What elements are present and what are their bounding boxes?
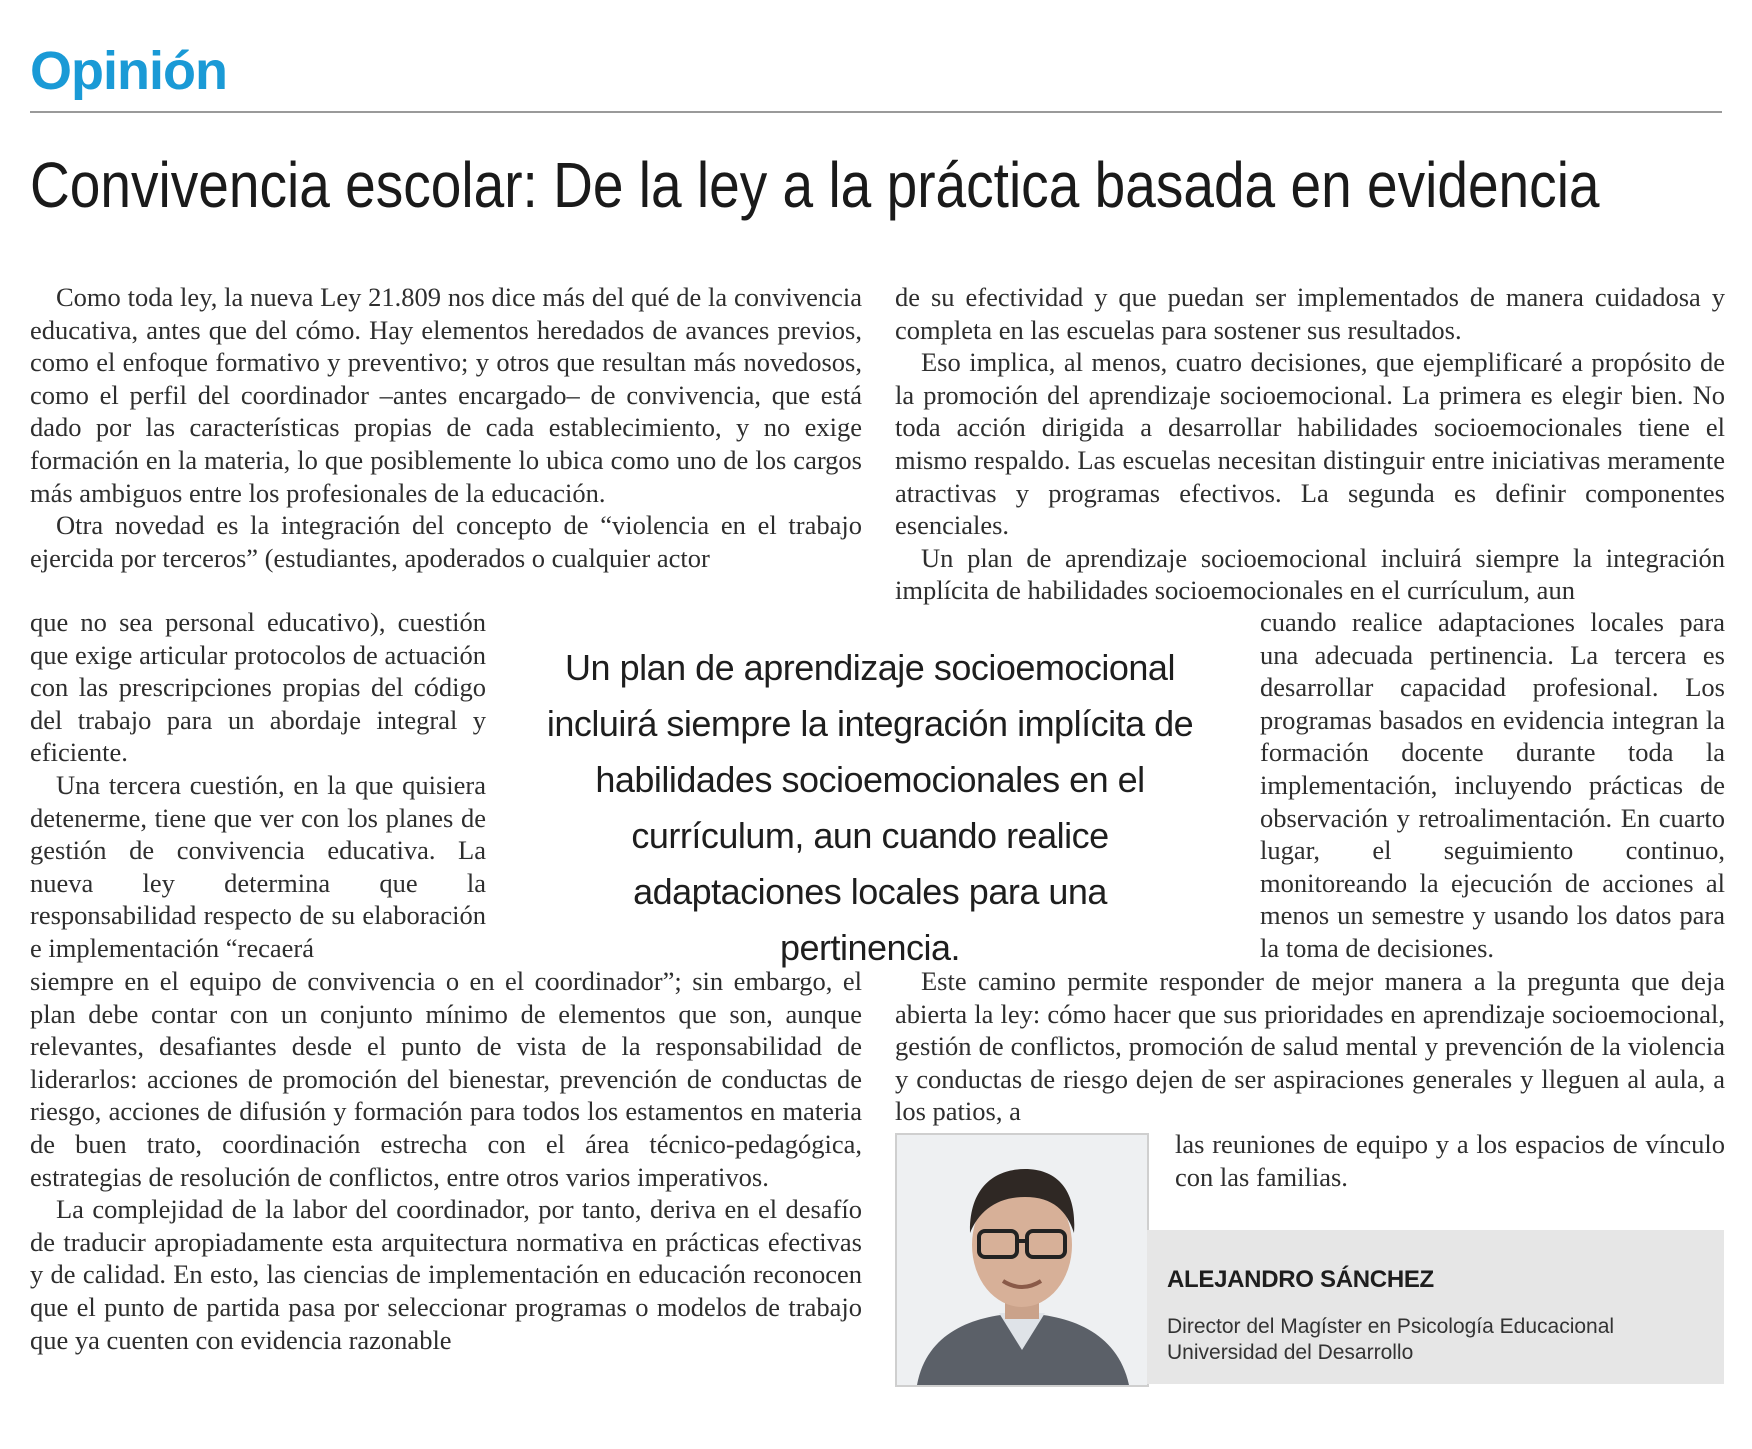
paragraph: las reuniones de equipo y a los espacios de vínculo con las familias. [1175, 1129, 1725, 1192]
paragraph: Como toda ley, la nueva Ley 21.809 nos dice más del qué de la convivencia educativa, antes que del cómo. Hay elementos heredados de avances previos, como el enfoque formativo y preventivo; y otros que resultan más novedosos, como el perfil del coordinador –antes encargado– de convivencia, que está dado por las características propias de cada establecimiento, y no exige formación en la materia, lo que posiblemente lo ubica como uno de los cargos más ambiguos entre los profesionales de la educación. [30, 282, 862, 508]
author-caption [1147, 1230, 1724, 1384]
column-1-top [30, 281, 862, 574]
paragraph: cuando realice adaptaciones locales para una adecuada pertinencia. La tercera es desarrollar capacidad profesional. Los programas basados en evidencia integran la formación docente durante toda la implementación, incluyendo prácticas de observación y retroalimentación. En cuarto lugar, el seguimiento continuo, monitoreando la ejecución de acciones al menos un semestre y usando los datos para la toma de decisiones. [1260, 607, 1725, 963]
paragraph: siempre en el equipo de convivencia o en el coordinador”; sin embargo, el plan debe contar con un conjunto mínimo de elementos que son, aunque relevantes, desafiantes desde el punto de vista de la responsabilidad de liderarlos: acciones de promoción del bienestar, prevención de conductas de riesgo, acciones de difusión y formación para todos los estamentos en materia de buen trato, coordinación estrecha con el área técnico-pedagógica, estrategias de resolución de conflictos, entre otros varios imperativos. [30, 966, 862, 1192]
author-photo [895, 1133, 1149, 1387]
paragraph: Una tercera cuestión, en la que quisiera detenerme, tiene que ver con los planes de gestión de convivencia educativa. La nueva ley determina que la responsabilidad respecto de su elaboración e implementación “recaerá [30, 769, 486, 963]
section-label: Opinión [30, 41, 227, 101]
column-2-end [1175, 1128, 1725, 1193]
paragraph: La complejidad de la labor del coordinador, por tanto, deriva en el desafío de traducir apropiadamente esta arquitectura normativa en prácticas efectivas y de calidad. En esto, las ciencias de implementación en educación reconocen que el punto de partida pasa por seleccionar programas o modelos de trabajo que ya cuenten con evidencia razonable [30, 1194, 862, 1355]
paragraph: Eso implica, al menos, cuatro decisiones, que ejemplificaré a propósito de la promoción del aprendizaje socioemocional. La primera es elegir bien. No toda acción dirigida a desarrollar habilidades socioemocionales tiene el mismo respaldo. Las escuelas necesitan distinguir entre iniciativas meramente atractivas y programas efectivos. La segunda es definir componentes esenciales. [895, 347, 1725, 541]
paragraph: Otra novedad es la integración del concepto de “violencia en el trabajo ejercida por terceros” (estudiantes, apoderados o cualquier actor [30, 510, 862, 573]
article-headline: Convivencia escolar: De la ley a la práctica basada en evidencia [30, 149, 1600, 221]
paragraph: Un plan de aprendizaje socioemocional incluirá siempre la integración implícita de habilidades socioemocionales en el currículum, aun [895, 542, 1725, 606]
paragraph: Este camino permite responder de mejor manera a la pregunta que deja abierta la ley: cómo hacer que sus prioridades en aprendizaje socioemocional, gestión de conflictos, promoción de salud mental y prevención de la violencia y conductas de riesgo dejen de ser aspiraciones generales y lleguen al aula, a los patios, a [895, 966, 1725, 1127]
column-2-narrow [1260, 606, 1725, 965]
column-1-bottom [30, 965, 862, 1356]
column-2-top [895, 281, 1725, 607]
author-institution: Universidad del Desarrollo [1167, 1341, 1414, 1364]
pull-quote: Un plan de aprendizaje socioemocional incluirá siempre la integración implícita de habilidades socioemocionales en el currículum, aun cuando realice adaptaciones locales para una pertinencia. [546, 647, 1194, 968]
author-portrait-image [897, 1135, 1147, 1385]
author-name: ALEJANDRO SÁNCHEZ [1167, 1266, 1434, 1293]
header-divider [30, 111, 1722, 113]
column-1-narrow [30, 606, 486, 965]
author-title: Director del Magíster en Psicología Educacional [1167, 1315, 1615, 1338]
paragraph: que no sea personal educativo), cuestión que exige articular protocolos de actuación con las prescripciones propias del código del trabajo para un abordaje integral y eficiente. [30, 607, 486, 768]
column-2-bottom [895, 965, 1725, 1128]
author-role [1167, 1314, 1614, 1366]
paragraph: de su efectividad y que puedan ser implementados de manera cuidadosa y completa en las escuelas para sostener sus resultados. [895, 282, 1725, 345]
